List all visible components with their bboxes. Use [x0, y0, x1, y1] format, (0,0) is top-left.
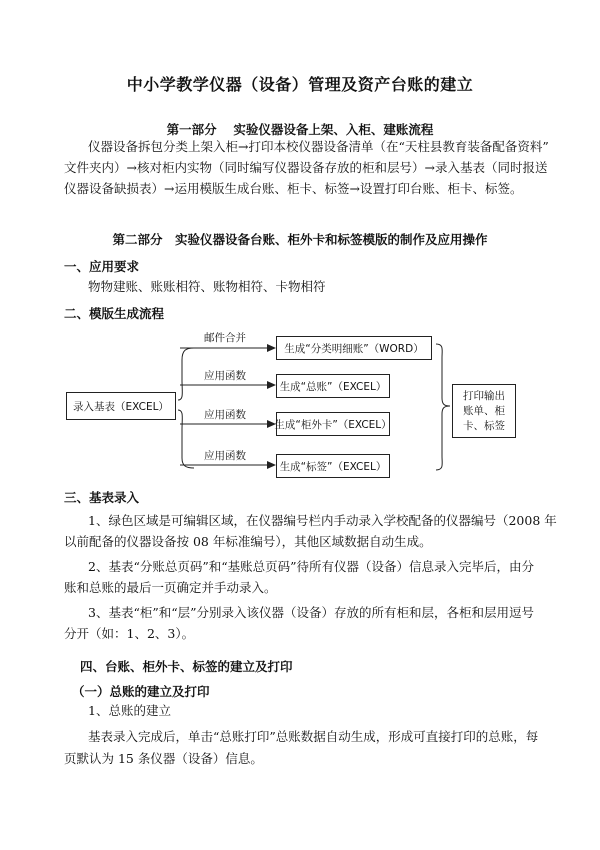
- part1-line-1: 仪器设备拆包分类上架入柜→打印本校仪器设备清单（在“天柱县教育装备配备资料”: [88, 139, 549, 154]
- sec3-item-1-line-2: 以前配备的仪器设备按 08 年标准编号），其他区域数据自动生成。: [64, 534, 432, 549]
- part1-line-2: 文件夹内）→核对柜内实物（同时编写仪器设备存放的柜和层号）→录入基表（同时报送: [64, 160, 548, 175]
- page-title: 中小学教学仪器（设备）管理及资产台账的建立: [126, 75, 474, 94]
- sec4-sub-heading: （一）总账的建立及打印: [72, 684, 210, 699]
- sec4-item-heading: 1、总账的建立: [88, 703, 171, 718]
- arrow-head-4: [267, 461, 276, 469]
- branch-label-4: 应用函数: [204, 450, 246, 462]
- brace-bottom-connector: [178, 410, 194, 468]
- arrow-head-2: [267, 381, 276, 389]
- branch-label-3: 应用函数: [204, 409, 246, 421]
- arrow-head-1: [267, 344, 276, 352]
- sec4-para-line-2: 页默认为 15 条仪器（设备）信息。: [64, 751, 263, 766]
- flow-print-box: [452, 384, 516, 438]
- brace-top-connector: [178, 348, 194, 400]
- print-box-line-1: 打印输出: [463, 389, 505, 402]
- sec3-item-2-line-1: 2、基表“分账总页码”和“基账总页码”待所有仪器（设备）信息录入完毕后，由分: [88, 559, 535, 574]
- flow-output-cabinet-card: 生成“柜外卡”（EXCEL）: [276, 412, 390, 436]
- part1-heading: 第一部分 实验仪器设备上架、入柜、建账流程: [166, 122, 434, 137]
- sec1-text: 物物建账、账账相符、账物相符、卡物相符: [88, 279, 326, 294]
- sec3-item-3-line-2: 分开（如：1、2、3）。: [64, 626, 195, 641]
- sec4-para-line-1: 基表录入完成后，单击“总账打印”总账数据自动生成，形成可直接打印的总账，每: [88, 729, 539, 744]
- sec3-item-3-line-1: 3、基表“柜”和“层”分别录入该仪器（设备）存放的所有柜和层，各柜和层用逗号: [88, 605, 535, 620]
- flow-input-box: 录入基表（EXCEL）: [66, 392, 176, 420]
- branch-label-2: 应用函数: [204, 370, 246, 382]
- sec3-heading: 三、基表录入: [64, 490, 140, 505]
- sec4-heading: 四、台账、柜外卡、标签的建立及打印: [80, 659, 293, 674]
- part1-line-3: 仪器设备缺损表）→运用模版生成台账、柜卡、标签→设置打印台账、柜卡、标签。: [64, 181, 523, 196]
- flow-output-label: 生成“标签”（EXCEL）: [276, 454, 390, 478]
- sec2-heading: 二、模版生成流程: [64, 306, 165, 321]
- part2-heading: 第二部分 实验仪器设备台账、柜外卡和标签模版的制作及应用操作: [112, 232, 488, 247]
- sec3-item-1-line-1: 1、绿色区域是可编辑区域，在仪器编号栏内手动录入学校配备的仪器编号（2008 年: [88, 513, 557, 528]
- sec1-heading: 一、应用要求: [64, 259, 140, 274]
- flow-output-ledger-word: 生成“分类明细账”（WORD）: [276, 336, 432, 360]
- flow-output-general-ledger: 生成“总账”（EXCEL）: [276, 374, 390, 398]
- print-box-line-2: 账单、柜: [463, 404, 505, 417]
- right-brace: [436, 344, 450, 470]
- sec3-item-2-line-2: 账和总账的最后一页确定并手动录入。: [64, 580, 277, 595]
- print-box-line-3: 卡、标签: [463, 419, 505, 432]
- branch-label-1: 邮件合并: [204, 332, 246, 344]
